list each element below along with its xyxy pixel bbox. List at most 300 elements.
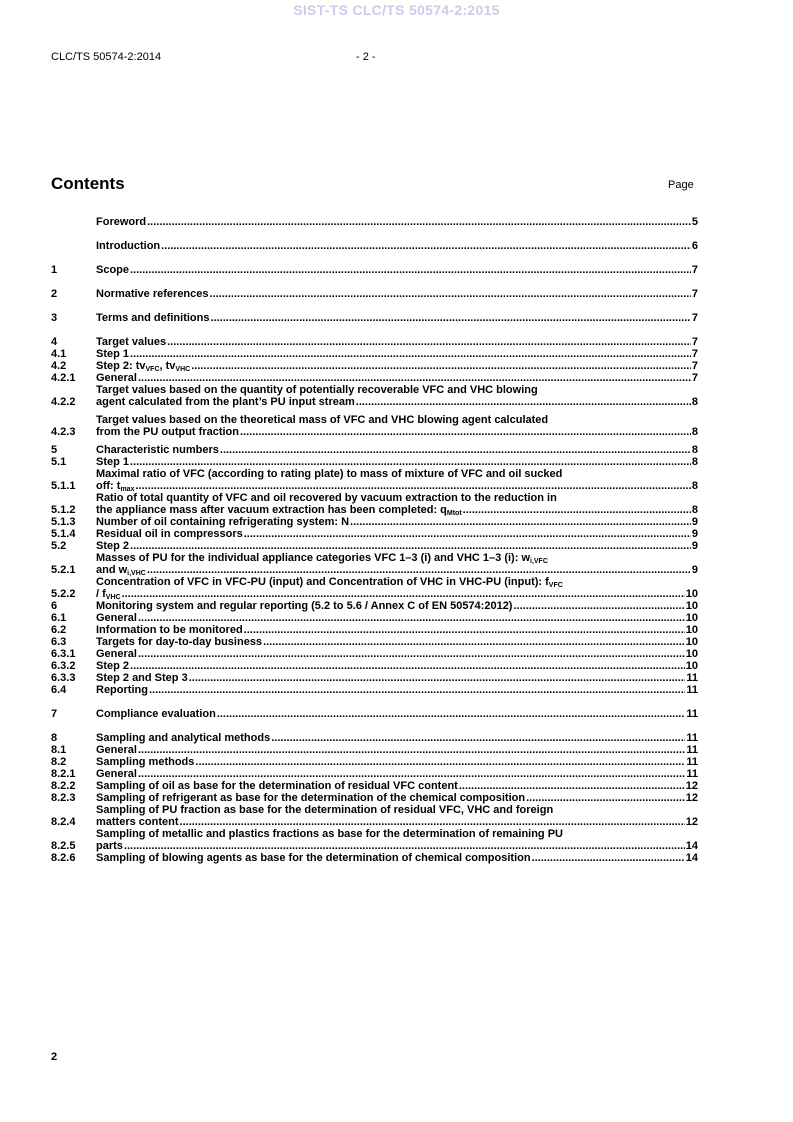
toc-entry-title-line1: Sampling of metallic and plastics fractions as base for the determination of remaining PU	[96, 828, 563, 840]
toc-entry-title-text: Residual oil in compressors	[96, 528, 243, 540]
toc-entry[interactable]	[51, 264, 698, 276]
toc-entry-title-text: Sampling of blowing agents as base for the determination of chemical composition	[96, 852, 531, 864]
toc-entry[interactable]	[51, 612, 698, 624]
toc-entry-number: 6	[51, 600, 58, 612]
toc-entry-title-text: Step 2: tv	[96, 360, 146, 372]
toc-entry-number: 6.4	[51, 684, 67, 696]
toc-entry-body	[96, 660, 698, 672]
toc-entry-title	[96, 528, 243, 540]
toc-entry-body	[96, 360, 698, 372]
toc-entry-title-text: Sampling and analytical methods	[96, 732, 271, 744]
toc-leader-dots	[138, 744, 685, 756]
toc-entry-title-text: Targets for day-to-day business	[96, 636, 263, 648]
toc-leader-dots	[210, 288, 691, 300]
toc-entry-body	[96, 348, 698, 360]
toc-entry[interactable]	[51, 804, 698, 828]
toc-entry-page: 11	[686, 744, 698, 756]
toc-entry-number: 4.2.3	[51, 426, 76, 438]
toc-entry-title-line	[96, 852, 698, 864]
page-indicator: - 2 -	[356, 51, 376, 63]
toc-entry-title-line	[96, 540, 698, 552]
toc-entry-title-line	[96, 732, 698, 744]
toc-entry-title-line1-text: Concentration of VFC in VFC-PU (input) and Concentration of VHC in VHC-PU (input): f	[96, 576, 549, 588]
toc-entry-number: 7	[51, 708, 58, 720]
toc-entry[interactable]	[51, 552, 698, 576]
toc-entry-title-line1	[96, 552, 698, 564]
toc-entry-page: 7	[691, 336, 698, 348]
toc-entry-title-line	[96, 372, 698, 384]
toc-entry[interactable]	[51, 360, 698, 372]
toc-entry-title	[96, 264, 129, 276]
toc-entry-title-line1-text: Masses of PU for the individual appliance categories VFC 1–3 (i) and VHC 1–3 (i): w	[96, 552, 530, 564]
toc-entry-title-text: General	[96, 372, 137, 384]
toc-entry[interactable]	[51, 468, 698, 492]
toc-entry-title	[96, 612, 137, 624]
toc-entry-page: 12	[685, 816, 698, 828]
toc-entry-subscript: VHC	[105, 594, 121, 601]
toc-entry-body	[96, 456, 698, 468]
toc-entry[interactable]	[51, 312, 698, 324]
toc-entry-title-line	[96, 240, 698, 252]
toc-entry-page: 8	[691, 396, 698, 408]
toc-entry-page: 9	[691, 540, 698, 552]
toc-entry-number: 8.2.1	[51, 768, 76, 780]
toc-entry-title-line	[96, 684, 698, 696]
toc-entry-body	[96, 372, 698, 384]
toc-entry-title-line	[96, 816, 698, 828]
toc-leader-dots	[124, 840, 685, 852]
toc-entry-title	[96, 288, 209, 300]
toc-entry-title-line	[96, 564, 698, 576]
toc-entry-title	[96, 840, 123, 852]
toc-entry-title	[96, 732, 270, 744]
toc-entry-subscript: VFC	[145, 366, 160, 373]
toc-leader-dots	[161, 240, 691, 252]
toc-entry-title-line	[96, 444, 698, 456]
toc-entry-title-text: General	[96, 768, 137, 780]
toc-leader-dots	[463, 504, 691, 516]
toc-entry-page: 11	[686, 708, 698, 720]
toc-entry-number: 5.1	[51, 456, 67, 468]
toc-entry-title	[96, 564, 146, 576]
toc-leader-dots	[217, 708, 686, 720]
toc-entry-body	[96, 636, 698, 648]
toc-entry-body	[96, 492, 698, 516]
toc-entry-title	[96, 684, 148, 696]
toc-entry-body	[96, 516, 698, 528]
toc-entry-body	[96, 216, 698, 228]
toc-entry-title-text: Sampling of oil as base for the determination of residual VFC content	[96, 780, 458, 792]
toc-entry-title-line1	[96, 576, 698, 588]
toc-entry-subscript: max	[120, 486, 135, 493]
toc-entry-title	[96, 504, 462, 516]
toc-entry-page: 7	[691, 360, 698, 372]
toc-entry-title-line	[96, 216, 698, 228]
toc-entry-page: 11	[686, 684, 698, 696]
toc-entry[interactable]	[51, 744, 698, 756]
toc-leader-dots	[513, 600, 684, 612]
toc-leader-dots	[240, 426, 691, 438]
toc-entry-body	[96, 414, 698, 438]
toc-entry-page: 8	[691, 426, 698, 438]
toc-entry-title	[96, 816, 179, 828]
toc-entry[interactable]	[51, 492, 698, 516]
toc-leader-dots	[189, 672, 686, 684]
toc-entry-title	[96, 444, 219, 456]
toc-entry-page: 7	[691, 372, 698, 384]
toc-entry-title-line	[96, 756, 698, 768]
toc-entry-title-text: Introduction	[96, 240, 161, 252]
toc-entry-title-line1: Target values based on the theoretical mass of VFC and VHC blowing agent calculated	[96, 414, 549, 426]
toc-entry-body	[96, 288, 698, 300]
toc-entry-number: 6.3.2	[51, 660, 76, 672]
toc-leader-dots	[147, 216, 691, 228]
toc-entry-page: 10	[685, 588, 698, 600]
toc-leader-dots	[526, 792, 685, 804]
toc-entry-page: 8	[691, 444, 698, 456]
footer-page-number: 2	[51, 1051, 58, 1063]
toc-entry-page: 11	[686, 732, 698, 744]
toc-entry[interactable]	[51, 336, 698, 348]
toc-entry-subscript: VFC	[548, 582, 563, 589]
toc-entry-number: 8.1	[51, 744, 67, 756]
toc-entry-page: 8	[691, 504, 698, 516]
toc-entry-title	[96, 852, 531, 864]
toc-entry-page: 6	[691, 240, 698, 252]
toc-entry-number: 4.1	[51, 348, 67, 360]
toc-entry-title	[96, 660, 129, 672]
toc-leader-dots	[122, 588, 685, 600]
toc-entry-number: 6.3.1	[51, 648, 76, 660]
toc-entry-title	[96, 360, 190, 372]
toc-entry-number: 6.2	[51, 624, 67, 636]
toc-entry-title-text: Compliance evaluation	[96, 708, 216, 720]
toc-entry-page: 5	[691, 216, 698, 228]
toc-entry-page: 7	[691, 264, 698, 276]
toc-entry-title-line1: Sampling of PU fraction as base for the determination of residual VFC, VHC and foreign	[96, 804, 554, 816]
toc-entry-body	[96, 768, 698, 780]
toc-entry-page: 10	[685, 648, 698, 660]
contents-title: Contents	[51, 174, 125, 193]
toc-entry-page: 7	[691, 348, 698, 360]
toc-entry-title-text: / f	[96, 588, 106, 600]
toc-leader-dots	[138, 648, 685, 660]
toc-entry-number: 8.2	[51, 756, 67, 768]
toc-entry-title	[96, 756, 194, 768]
toc-entry-subscript: Mtot	[446, 510, 462, 517]
toc-entry-number: 6.3	[51, 636, 67, 648]
toc-entry[interactable]	[51, 792, 698, 804]
toc-entry-title-text: agent calculated from the plant’s PU input stream	[96, 396, 355, 408]
toc-entry-title-line	[96, 516, 698, 528]
toc-entry-page: 10	[685, 660, 698, 672]
toc-entry-title-line1: Target values based on the quantity of potentially recoverable VFC and VHC blowing	[96, 384, 538, 396]
toc-entry-body	[96, 828, 698, 852]
toc-entry-body	[96, 732, 698, 744]
toc-entry-title	[96, 426, 239, 438]
toc-entry-title-line	[96, 780, 698, 792]
toc-entry-title-line	[96, 660, 698, 672]
toc-leader-dots	[191, 360, 691, 372]
toc-entry-body	[96, 336, 698, 348]
toc-entry-number: 3	[51, 312, 58, 324]
toc-entry-body	[96, 624, 698, 636]
toc-leader-dots	[130, 456, 691, 468]
toc-entry-title-line	[96, 588, 698, 600]
toc-entry-page: 7	[691, 312, 698, 324]
toc-entry-title	[96, 636, 262, 648]
toc-entry-title-text: Target values	[96, 336, 167, 348]
toc-entry[interactable]	[51, 660, 698, 672]
toc-entry-body	[96, 648, 698, 660]
toc-entry-number: 4	[51, 336, 58, 348]
toc-entry-subscript: i,VFC	[530, 558, 548, 565]
toc-entry-title	[96, 588, 121, 600]
toc-entry-number: 8.2.3	[51, 792, 76, 804]
toc-leader-dots	[130, 348, 691, 360]
toc-entry[interactable]	[51, 348, 698, 360]
toc-entry-title-line	[96, 600, 698, 612]
toc-entry-title-line	[96, 264, 698, 276]
toc-entry[interactable]	[51, 528, 698, 540]
toc-leader-dots	[350, 516, 691, 528]
toc-entry-title-line	[96, 744, 698, 756]
toc-entry-body	[96, 384, 698, 408]
toc-entry[interactable]	[51, 624, 698, 636]
toc-entry-title-text: Step 1	[96, 348, 130, 360]
toc-entry-number: 8.2.4	[51, 816, 76, 828]
toc-entry[interactable]	[51, 414, 698, 438]
toc-entry-title-text: Scope	[96, 264, 130, 276]
toc-entry-body	[96, 468, 698, 492]
toc-entry-page: 9	[691, 564, 698, 576]
toc-entry-title-text: matters content	[96, 816, 179, 828]
toc-entry-body	[96, 552, 698, 576]
toc-leader-dots	[180, 816, 685, 828]
toc-entry-page: 10	[685, 636, 698, 648]
toc-entry-page: 11	[686, 756, 698, 768]
toc-leader-dots	[244, 624, 685, 636]
toc-entry-title-line	[96, 768, 698, 780]
toc-entry-number: 5.2.2	[51, 588, 76, 600]
toc-entry-page: 14	[685, 852, 698, 864]
toc-entry[interactable]	[51, 684, 698, 696]
toc-entry[interactable]	[51, 828, 698, 852]
toc-entry-body	[96, 576, 698, 600]
toc-entry-subscript: VHC	[175, 366, 191, 373]
toc-entry[interactable]	[51, 852, 698, 864]
toc-leader-dots	[138, 372, 691, 384]
toc-entry-number: 8.2.2	[51, 780, 76, 792]
toc-entry[interactable]	[51, 600, 698, 612]
toc-leader-dots	[147, 564, 691, 576]
toc-entry-title-text: Terms and definitions	[96, 312, 210, 324]
toc-entry-number: 1	[51, 264, 58, 276]
toc-entry-title-line	[96, 288, 698, 300]
toc-entry-title-text: Step 2	[96, 660, 130, 672]
toc-entry-number: 5.2.1	[51, 564, 76, 576]
toc-entry-body	[96, 312, 698, 324]
toc-entry-title-text: Step 2 and Step 3	[96, 672, 188, 684]
toc-entry[interactable]	[51, 648, 698, 660]
toc-entry-title-line	[96, 312, 698, 324]
toc-entry-title-text: parts	[96, 840, 123, 852]
toc-entry-title-text: Foreword	[96, 216, 147, 228]
toc-entry[interactable]	[51, 768, 698, 780]
toc-entry-title-text: Characteristic numbers	[96, 444, 219, 456]
toc-entry-title-text: Monitoring system and regular reporting (5.2 to 5.6 / Annex C of EN 50574:2012)	[96, 600, 513, 612]
toc-leader-dots	[130, 660, 685, 672]
toc-entry[interactable]	[51, 756, 698, 768]
toc-entry-body	[96, 756, 698, 768]
toc-leader-dots	[138, 612, 685, 624]
toc-entry-title-text: Sampling methods	[96, 756, 195, 768]
toc-entry-title	[96, 480, 134, 492]
toc-entry-title	[96, 624, 243, 636]
toc-entry-title-line	[96, 396, 698, 408]
toc-leader-dots	[130, 540, 691, 552]
toc-leader-dots	[130, 264, 691, 276]
toc-entry-page: 11	[686, 768, 698, 780]
toc-entry-page: 9	[691, 516, 698, 528]
watermark: SIST-TS CLC/TS 50574-2:2015	[293, 2, 500, 18]
toc-entry-title	[96, 792, 525, 804]
toc-leader-dots	[220, 444, 691, 456]
toc-entry[interactable]	[51, 240, 698, 252]
toc-entry[interactable]	[51, 708, 698, 720]
toc-entry[interactable]	[51, 636, 698, 648]
toc-leader-dots	[135, 480, 690, 492]
toc-entry-body	[96, 444, 698, 456]
toc-entry-number: 5.2	[51, 540, 67, 552]
toc-entry[interactable]	[51, 288, 698, 300]
toc-entry-title	[96, 648, 137, 660]
toc-entry[interactable]	[51, 540, 698, 552]
toc-entry-title-line	[96, 360, 698, 372]
toc-entry-page: 14	[685, 840, 698, 852]
toc-entry[interactable]	[51, 372, 698, 384]
toc-entry-title-text: the appliance mass after vacuum extraction has been completed: q	[96, 504, 447, 516]
toc-entry[interactable]	[51, 384, 698, 408]
toc-leader-dots	[263, 636, 685, 648]
toc-entry-title-line	[96, 456, 698, 468]
toc-entry-title-line	[96, 672, 698, 684]
toc-entry-title-text: Normative references	[96, 288, 209, 300]
toc-leader-dots	[244, 528, 691, 540]
toc-entry-title	[96, 516, 349, 528]
toc-entry[interactable]	[51, 780, 698, 792]
toc-entry-page: 12	[685, 780, 698, 792]
toc-entry-page: 10	[685, 612, 698, 624]
toc-entry[interactable]	[51, 516, 698, 528]
toc-entry-title	[96, 456, 129, 468]
toc-entry-title-text: Sampling of refrigerant as base for the determination of the chemical composition	[96, 792, 526, 804]
toc-entry-title-line	[96, 708, 698, 720]
toc-leader-dots	[195, 756, 685, 768]
toc-entry-title-line	[96, 636, 698, 648]
toc-entry-body	[96, 528, 698, 540]
toc-entry-number: 5.1.2	[51, 504, 76, 516]
toc-entry[interactable]	[51, 732, 698, 744]
toc-entry[interactable]	[51, 576, 698, 600]
toc-entry-number: 4.2	[51, 360, 67, 372]
toc-entry-title-line	[96, 624, 698, 636]
toc-leader-dots	[532, 852, 685, 864]
toc-entry-body	[96, 600, 698, 612]
toc-entry-title	[96, 372, 137, 384]
toc-entry-title	[96, 396, 355, 408]
toc-entry-title	[96, 600, 512, 612]
toc-entry-title	[96, 780, 458, 792]
toc-entry-title-text: and w	[96, 564, 128, 576]
toc-entry-number: 2	[51, 288, 58, 300]
toc-leader-dots	[210, 312, 690, 324]
toc-entry[interactable]	[51, 216, 698, 228]
toc-entry-page: 7	[691, 288, 698, 300]
toc-entry-body	[96, 684, 698, 696]
toc-entry-number: 6.1	[51, 612, 67, 624]
toc-entry-page: 8	[691, 480, 698, 492]
toc-entry[interactable]	[51, 444, 698, 456]
toc-entry-number: 5.1.3	[51, 516, 76, 528]
toc-entry-title	[96, 708, 216, 720]
toc-entry-title-text: Step 2	[96, 540, 130, 552]
toc-entry[interactable]	[51, 672, 698, 684]
toc-entry-number: 8.2.6	[51, 852, 76, 864]
toc-entry-title-text: Step 1	[96, 456, 130, 468]
toc-entry-number: 5.1.4	[51, 528, 76, 540]
toc-leader-dots	[167, 336, 691, 348]
toc-entry-number: 4.2.1	[51, 372, 76, 384]
toc-entry-title-line	[96, 840, 698, 852]
toc-entry-title-text: Reporting	[96, 684, 148, 696]
toc-entry-body	[96, 744, 698, 756]
toc-entry-number: 6.3.3	[51, 672, 76, 684]
toc-entry[interactable]	[51, 456, 698, 468]
toc-entry-page: 10	[685, 600, 698, 612]
toc-entry-number: 4.2.2	[51, 396, 76, 408]
toc-entry-title-line1: Ratio of total quantity of VFC and oil recovered by vacuum extraction to the reduction in	[96, 492, 557, 504]
toc-entry-subscript: i,VHC	[127, 570, 146, 577]
toc-entry-title	[96, 672, 188, 684]
page-column-label: Page	[668, 179, 694, 191]
toc-entry-title	[96, 744, 137, 756]
toc-entry-page: 10	[685, 624, 698, 636]
toc-entry-title	[96, 540, 129, 552]
toc-entry-title-line	[96, 792, 698, 804]
toc-entry-title-line	[96, 528, 698, 540]
toc-entry-title-line	[96, 648, 698, 660]
toc-entry-body	[96, 540, 698, 552]
toc-entry-title-text: Number of oil containing refrigerating system: N	[96, 516, 350, 528]
toc-entry-title	[96, 348, 129, 360]
toc-entry-body	[96, 612, 698, 624]
toc-entry-title-text: General	[96, 612, 137, 624]
toc-entry-number: 8	[51, 732, 58, 744]
toc-leader-dots	[138, 768, 685, 780]
toc-entry-number: 5	[51, 444, 58, 456]
toc-entry-title-line	[96, 480, 698, 492]
toc-entry-title-line	[96, 348, 698, 360]
toc-entry-body	[96, 240, 698, 252]
toc-entry-body	[96, 708, 698, 720]
toc-entry-title-text: off: t	[96, 480, 121, 492]
toc-entry-body	[96, 264, 698, 276]
toc-entry-title	[96, 240, 160, 252]
toc-entry-title-text: Information to be monitored	[96, 624, 243, 636]
toc-entry-title-line	[96, 426, 698, 438]
toc-entry-title-line	[96, 336, 698, 348]
